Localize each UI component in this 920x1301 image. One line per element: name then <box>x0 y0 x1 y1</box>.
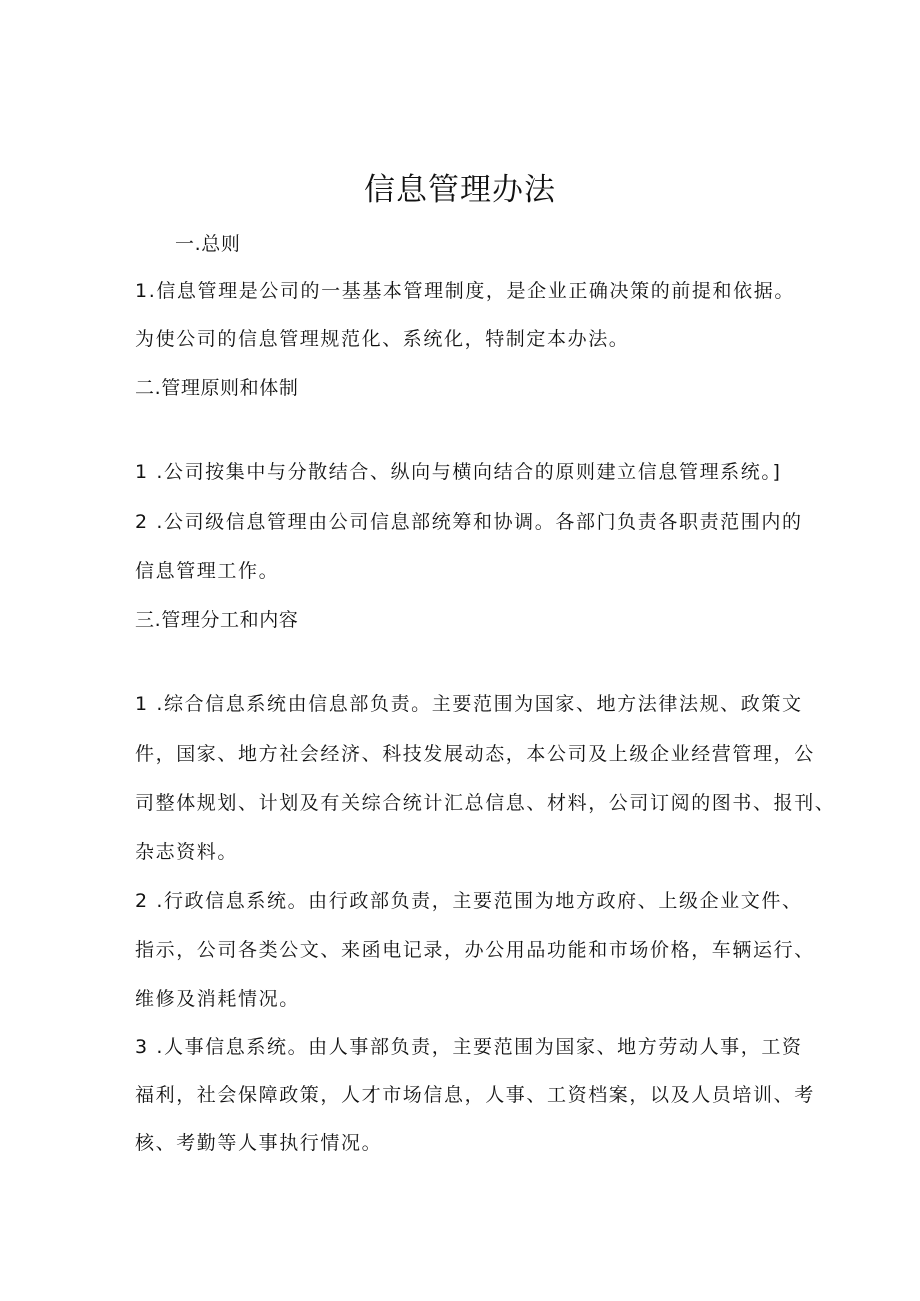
paragraph-line: 杂志资料。 <box>135 841 239 863</box>
paragraph-line: 1 .公司按集中与分散结合、纵向与横向结合的原则建立信息管理系统。] <box>135 461 782 483</box>
paragraph-line: 3 .人事信息系统。由人事部负责，主要范围为国家、地方劳动人事，工资 <box>135 1036 803 1058</box>
paragraph-line: 1.信息管理是公司的一基基本管理制度，是企业正确决策的前提和依据。 <box>135 280 795 302</box>
paragraph-line: 福利，社会保障政策，人才市场信息，人事、工资档案，以及人员培训、考 <box>135 1084 815 1106</box>
paragraph-line: 2 .行政信息系统。由行政部负责，主要范围为地方政府、上级企业文件、 <box>135 890 803 912</box>
paragraph-line: 指示，公司各类公文、来函电记录，办公用品功能和市场价格，车辆运行、 <box>135 939 815 961</box>
paragraph-line: 为使公司的信息管理规范化、系统化，特制定本办法。 <box>135 328 630 350</box>
paragraph-line: 2 .公司级信息管理由公司信息部统筹和协调。各部门负责各职责范围内的 <box>135 511 803 533</box>
section-heading-general: 一.总则 <box>175 233 241 255</box>
paragraph-line: 核、考勤等人事执行情况。 <box>135 1132 383 1154</box>
paragraph-line: 司整体规划、计划及有关综合统计汇总信息、材料，公司订阅的图书、报刊、 <box>135 792 836 814</box>
paragraph-line: 件，国家、地方社会经济、科技发展动态，本公司及上级企业经营管理，公 <box>135 743 815 765</box>
paragraph-line: 维修及消耗情况。 <box>135 988 300 1010</box>
section-heading-principles: 二.管理原则和体制 <box>135 377 299 399</box>
section-heading-division: 三.管理分工和内容 <box>135 609 299 631</box>
document-title: 信息管理办法 <box>364 172 556 208</box>
paragraph-line: 1 .综合信息系统由信息部负责。主要范围为国家、地方法律法规、政策文 <box>135 693 803 715</box>
paragraph-line: 信息管理工作。 <box>135 560 280 582</box>
